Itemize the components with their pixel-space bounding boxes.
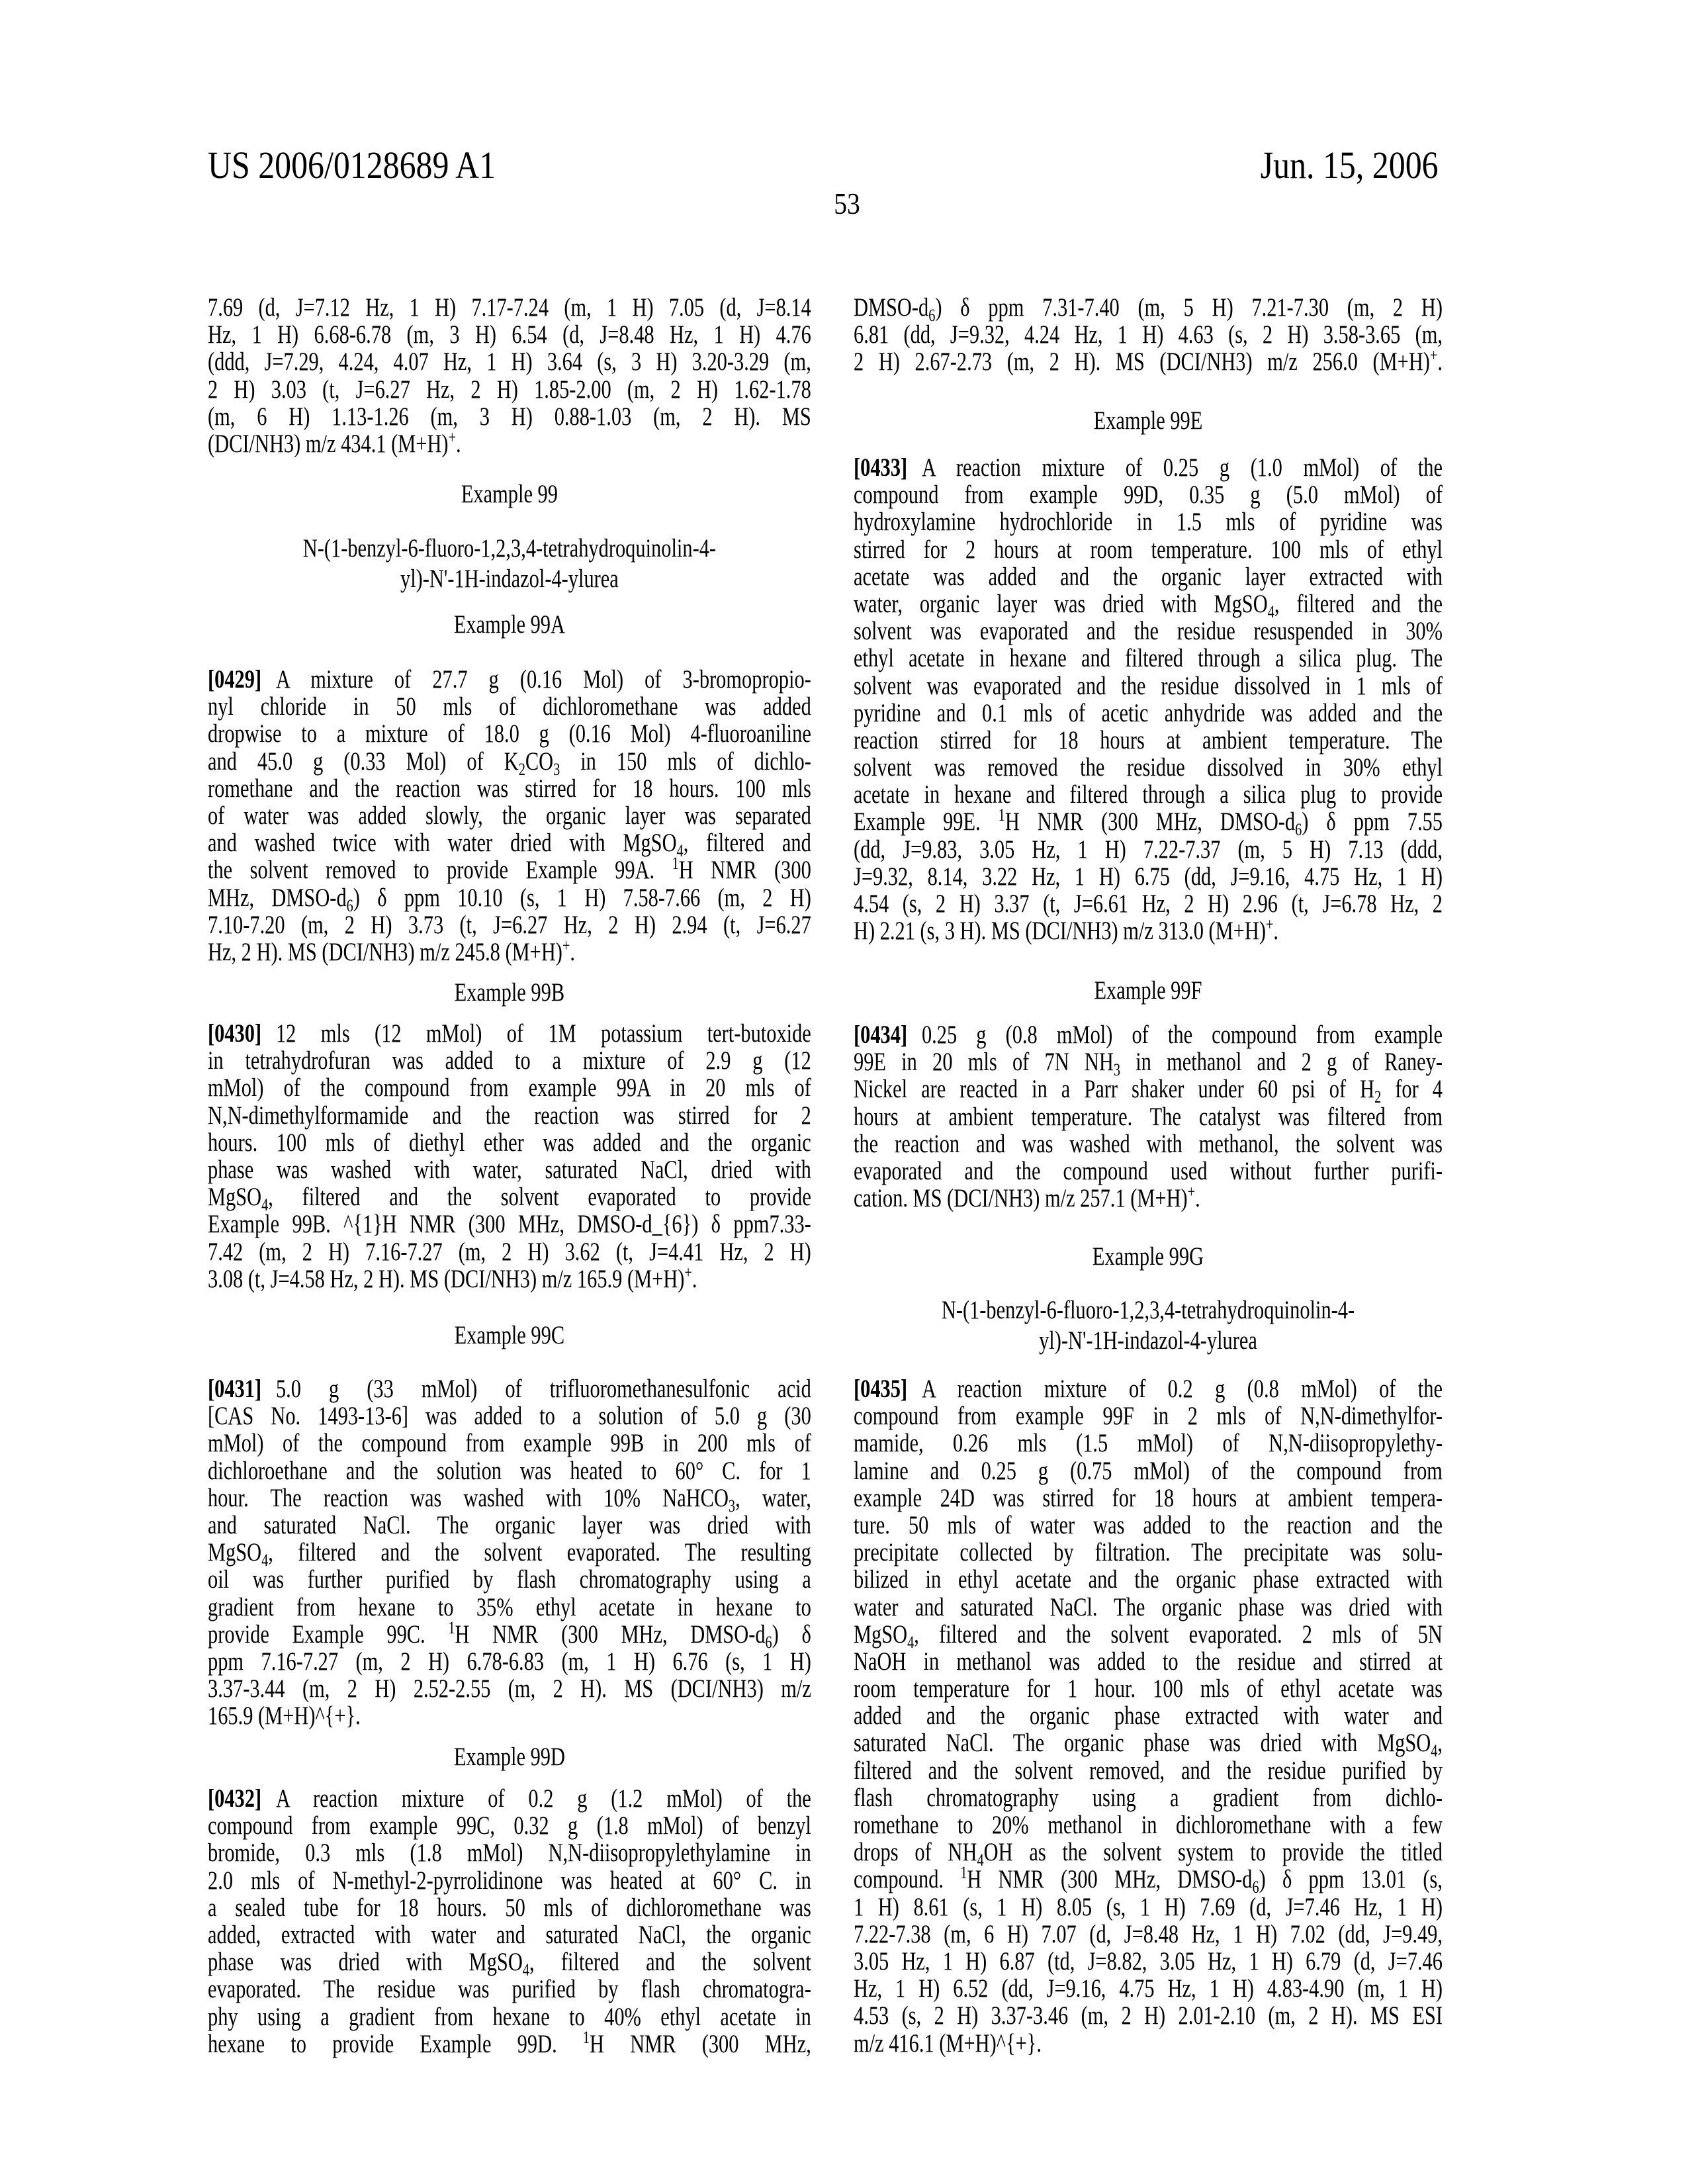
line-text: pyridine and 0.1 mls of acetic anhydride was added and the — [854, 699, 1443, 727]
line-text: bromide, 0.3 mls (1.8 mMol) N,N-diisopropylethylamine in — [208, 1839, 811, 1867]
line-text: Example 99B — [455, 978, 564, 1007]
paragraph-continuation-right — [854, 294, 1443, 376]
line-text: Example 99C — [455, 1321, 564, 1349]
text-line — [208, 321, 811, 348]
paragraph-0434 — [854, 1021, 1443, 1212]
paragraph-number: [0433] — [854, 453, 907, 482]
text-line — [208, 1047, 811, 1074]
line-text: 7.42 (m, 2 H) 7.16-7.27 (m, 2 H) 3.62 (t, J=4.41 Hz, 2 H) — [208, 1238, 811, 1266]
text-line — [208, 1948, 811, 1976]
line-text: water, organic layer was dried with MgSO4, filtered and the — [854, 590, 1443, 618]
line-text: A reaction mixture of 0.2 g (0.8 mMol) of the — [922, 1375, 1443, 1403]
text-line — [208, 884, 811, 911]
patent-number: US 2006/0128689 A1 — [208, 144, 496, 187]
line-text: 3.37-3.44 (m, 2 H) 2.52-2.55 (m, 2 H). MS (DCI/NH3) m/z — [208, 1674, 811, 1703]
line-text: (DCI/NH3) m/z 434.1 (M+H)+. — [208, 430, 461, 458]
text-line — [208, 856, 811, 884]
line-text: romethane and the reaction was stirred for 18 hours. 100 mls — [208, 774, 811, 803]
text-line — [208, 1322, 811, 1349]
line-text: [CAS No. 1493-13-6] was added to a solution of 5.0 g (30 — [208, 1402, 811, 1430]
text-line — [208, 403, 811, 430]
text-line — [854, 890, 1443, 917]
line-text: 2 H) 3.03 (t, J=6.27 Hz, 2 H) 1.85-2.00 (m, 2 H) 1.62-1.78 — [208, 375, 811, 404]
line-text: 7.10-7.20 (m, 2 H) 3.73 (t, J=6.27 Hz, 2 H) 2.94 (t, J=6.27 — [208, 911, 811, 939]
text-line — [208, 748, 811, 775]
line-text: cation. MS (DCI/NH3) m/z 257.1 (M+H)+. — [854, 1184, 1200, 1212]
text-line — [208, 1675, 811, 1702]
line-text: Example 99A — [454, 610, 565, 639]
text-line — [854, 917, 1443, 944]
text-line — [854, 2002, 1443, 2029]
text-line — [208, 775, 811, 802]
line-text: water and saturated NaCl. The organic phase was dried with — [854, 1593, 1443, 1621]
text-line — [854, 407, 1443, 434]
text-line — [854, 1948, 1443, 1975]
text-line — [208, 294, 811, 321]
line-text: of water was added slowly, the organic layer was separated — [208, 801, 811, 830]
text-line — [208, 1812, 811, 1839]
line-text: bilized in ethyl acetate and the organic phase extracted with — [854, 1565, 1443, 1594]
text-line — [854, 1893, 1443, 1921]
text-line — [208, 1402, 811, 1430]
text-line — [208, 1210, 811, 1238]
text-line — [854, 536, 1443, 563]
line-text: saturated NaCl. The organic phase was dried with MgSO4, — [854, 1729, 1443, 1757]
example-heading-99g — [854, 1243, 1443, 1270]
line-text: yl)-N'-1H-indazol-4-ylurea — [1039, 1326, 1257, 1355]
text-line — [208, 1183, 811, 1210]
line-text: 7.22-7.38 (m, 6 H) 7.07 (d, J=8.48 Hz, 1 H) 7.02 (dd, J=9.49, — [854, 1920, 1443, 1948]
text-line — [208, 2003, 811, 2030]
text-line — [208, 1594, 811, 1621]
text-line — [854, 1621, 1443, 1648]
text-line — [854, 781, 1443, 808]
text-line — [854, 617, 1443, 645]
text-line — [208, 938, 811, 966]
paragraph-number: [0431] — [208, 1375, 261, 1403]
line-text: stirred for 2 hours at room temperature. 100 mls of ethyl — [854, 535, 1443, 564]
text-line — [208, 1375, 811, 1402]
line-text: N-(1-benzyl-6-fluoro-1,2,3,4-tetrahydroquinolin-4- — [942, 1296, 1355, 1324]
line-text: 2 H) 2.67-2.73 (m, 2 H). MS (DCI/NH3) m/z 256.0 (M+H)+. — [854, 347, 1443, 376]
line-text: and saturated NaCl. The organic layer was dried with — [208, 1511, 811, 1539]
text-line — [854, 1021, 1443, 1048]
line-text: 2.0 mls of N-methyl-2-pyrrolidinone was heated at 60° C. in — [208, 1866, 811, 1895]
text-line — [208, 1238, 811, 1265]
text-line — [854, 1539, 1443, 1566]
text-line — [854, 454, 1443, 481]
line-text: evaporated. The residue was purified by flash chromatogra- — [208, 1975, 811, 2003]
line-text: solvent was evaporated and the residue dissolved in 1 mls of — [854, 672, 1443, 700]
example-heading-99c — [208, 1322, 811, 1349]
line-text: filtered and the solvent removed, and the residue purified by — [854, 1756, 1443, 1785]
text-line — [854, 1430, 1443, 1457]
text-line — [208, 1484, 811, 1512]
text-line — [208, 979, 811, 1006]
text-line — [208, 480, 811, 508]
line-text: dropwise to a mixture of 18.0 g (0.16 Mol) 4-fluoroaniline — [208, 719, 811, 748]
line-text: room temperature for 1 hour. 100 mls of ethyl acetate was — [854, 1674, 1443, 1703]
line-text: MHz, DMSO-d6) δ ppm 10.10 (s, 1 H) 7.58-7.66 (m, 2 H) — [208, 884, 811, 912]
line-text: 4.53 (s, 2 H) 3.37-3.46 (m, 2 H) 2.01-2.10 (m, 2 H). MS ESI — [854, 2001, 1443, 2030]
line-text: solvent was evaporated and the residue resuspended in 30% — [854, 617, 1443, 645]
line-text: in tetrahydrofuran was added to a mixture of 2.9 g (12 — [208, 1046, 811, 1075]
line-text: drops of NH4OH as the solvent system to provide the titled — [854, 1838, 1443, 1866]
line-text: MgSO4, filtered and the solvent evaporated to provide — [208, 1183, 811, 1211]
line-text: phy using a gradient from hexane to 40% ethyl acetate in — [208, 2003, 811, 2031]
text-line — [208, 1785, 811, 1812]
text-line — [854, 645, 1443, 672]
text-line — [854, 754, 1443, 781]
paragraph-0435 — [854, 1375, 1443, 2057]
text-line — [208, 1512, 811, 1539]
text-line — [854, 294, 1443, 321]
line-text: nyl chloride in 50 mls of dichloromethane was added — [208, 692, 811, 721]
text-line — [854, 1921, 1443, 1948]
text-line — [208, 1430, 811, 1457]
line-text: 3.08 (t, J=4.58 Hz, 2 H). MS (DCI/NH3) m/z 165.9 (M+H)+. — [208, 1265, 697, 1293]
line-text: A mixture of 27.7 g (0.16 Mol) of 3-bromopropio- — [276, 665, 811, 694]
line-text: MgSO4, filtered and the solvent evaporated. The resulting — [208, 1538, 811, 1567]
text-line — [854, 1185, 1443, 1212]
line-text: 0.25 g (0.8 mMol) of the compound from example — [922, 1021, 1443, 1049]
line-text: compound from example 99C, 0.32 g (1.8 mMol) of benzyl — [208, 1811, 811, 1840]
text-line — [854, 1648, 1443, 1675]
text-line — [854, 1375, 1443, 1402]
text-line — [854, 1243, 1443, 1270]
text-line — [854, 563, 1443, 590]
text-line — [854, 1158, 1443, 1185]
paragraph-number: [0434] — [854, 1021, 907, 1049]
example-title-99 — [208, 533, 811, 594]
line-text: compound. 1H NMR (300 MHz, DMSO-d6) δ ppm 13.01 (s, — [854, 1865, 1443, 1893]
text-line — [854, 1457, 1443, 1484]
paragraph-number: [0429] — [208, 665, 261, 694]
line-text: N-(1-benzyl-6-fluoro-1,2,3,4-tetrahydroquinolin-4- — [303, 534, 716, 563]
text-line — [208, 533, 811, 564]
example-heading-99f — [854, 977, 1443, 1004]
text-line — [208, 1648, 811, 1675]
line-text: Hz, 1 H) 6.68-6.78 (m, 3 H) 6.54 (d, J=8.48 Hz, 1 H) 4.76 — [208, 320, 811, 349]
text-line — [208, 564, 811, 594]
text-line — [208, 1621, 811, 1648]
line-text: and washed twice with water dried with MgSO4, filtered and — [208, 829, 811, 857]
line-text: hours. 100 mls of diethyl ether was added and the organic — [208, 1128, 811, 1157]
line-text: Nickel are reacted in a Parr shaker under 60 psi of H2 for 4 — [854, 1075, 1443, 1103]
line-text: Example 99 — [461, 480, 558, 508]
line-text: Example 99E. 1H NMR (300 MHz, DMSO-d6) δ ppm 7.55 — [854, 807, 1443, 836]
line-text: added, extracted with water and saturated NaCl, the organic — [208, 1921, 811, 1949]
line-text: m/z 416.1 (M+H)^{+}. — [854, 2029, 1042, 2058]
line-text: oil was further purified by flash chromatography using a — [208, 1565, 811, 1594]
line-text: the solvent removed to provide Example 99A. 1H NMR (300 — [208, 856, 811, 884]
text-line — [854, 481, 1443, 508]
line-text: 12 mls (12 mMol) of 1M potassium tert-butoxide — [276, 1019, 811, 1048]
text-line — [208, 1976, 811, 2003]
text-line — [854, 1866, 1443, 1893]
line-text: acetate in hexane and filtered through a silica plug to provide — [854, 780, 1443, 809]
example-title-99g — [854, 1295, 1443, 1356]
line-text: ture. 50 mls of water was added to the reaction and the — [854, 1511, 1443, 1539]
example-heading-99 — [208, 480, 811, 508]
paragraph-number: [0430] — [208, 1019, 261, 1048]
text-line — [854, 836, 1443, 863]
line-text: 7.69 (d, J=7.12 Hz, 1 H) 7.17-7.24 (m, 1 H) 7.05 (d, J=8.14 — [208, 293, 811, 322]
line-text: DMSO-d6) δ ppm 7.31-7.40 (m, 5 H) 7.21-7.30 (m, 2 H) — [854, 293, 1443, 322]
line-text: mMol) of the compound from example 99A in 20 mls of — [208, 1073, 811, 1102]
example-heading-99b — [208, 979, 811, 1006]
text-line — [854, 1048, 1443, 1075]
paragraph-0433 — [854, 454, 1443, 944]
paragraph-0429 — [208, 666, 811, 966]
paragraph-0430 — [208, 1020, 811, 1293]
text-line — [854, 863, 1443, 890]
text-line — [854, 1130, 1443, 1158]
text-line — [854, 1402, 1443, 1430]
text-line — [208, 1921, 811, 1948]
line-text: mamide, 0.26 mls (1.5 mMol) of N,N-diisopropylethy- — [854, 1429, 1443, 1457]
paragraph-continuation — [208, 294, 811, 457]
text-line — [208, 802, 811, 829]
text-line — [854, 1975, 1443, 2002]
text-line — [854, 348, 1443, 375]
line-text: and 45.0 g (0.33 Mol) of K2CO3 in 150 mls of dichlo- — [208, 747, 811, 776]
line-text: Hz, 1 H) 6.52 (dd, J=9.16, 4.75 Hz, 1 H) 4.83-4.90 (m, 1 H) — [854, 1974, 1443, 2003]
line-text: A reaction mixture of 0.2 g (1.2 mMol) of the — [276, 1784, 811, 1813]
line-text: compound from example 99F in 2 mls of N,N-dimethylfor- — [854, 1402, 1443, 1430]
text-line — [854, 1326, 1443, 1356]
text-line — [208, 1566, 811, 1593]
text-line — [854, 1295, 1443, 1326]
line-text: 4.54 (s, 2 H) 3.37 (t, J=6.61 Hz, 2 H) 2.96 (t, J=6.78 Hz, 2 — [854, 889, 1443, 918]
text-line — [208, 2030, 811, 2058]
text-line — [208, 1265, 811, 1293]
line-text: hexane to provide Example 99D. 1H NMR (300 MHz, — [208, 2030, 811, 2058]
line-text: example 24D was stirred for 18 hours at ambient tempera- — [854, 1484, 1443, 1512]
paragraph-number: [0435] — [854, 1375, 907, 1403]
text-line — [854, 1594, 1443, 1621]
line-text: A reaction mixture of 0.25 g (1.0 mMol) of the — [922, 453, 1443, 482]
line-text: solvent was removed the residue dissolved in 30% ethyl — [854, 753, 1443, 782]
text-line — [854, 1103, 1443, 1130]
line-text: 165.9 (M+H)^{+}. — [208, 1702, 361, 1730]
text-line — [854, 672, 1443, 700]
text-line — [854, 508, 1443, 535]
text-line — [208, 348, 811, 375]
line-text: MgSO4, filtered and the solvent evaporated. 2 mls of 5N — [854, 1620, 1443, 1649]
text-line — [854, 1702, 1443, 1729]
example-heading-99a — [208, 611, 811, 638]
line-text: Example 99F — [1094, 976, 1202, 1005]
line-text: provide Example 99C. 1H NMR (300 MHz, DMSO-d6) δ — [208, 1620, 811, 1649]
text-line — [208, 1457, 811, 1484]
text-line — [854, 590, 1443, 617]
line-text: ethyl acetate in hexane and filtered through a silica plug. The — [854, 644, 1443, 672]
text-line — [208, 376, 811, 403]
line-text: lamine and 0.25 g (0.75 mMol) of the compound from — [854, 1457, 1443, 1485]
example-heading-99d — [208, 1743, 811, 1770]
line-text: NaOH in methanol was added to the residue and stirred at — [854, 1647, 1443, 1676]
text-line — [208, 911, 811, 938]
line-text: (ddd, J=7.29, 4.24, 4.07 Hz, 1 H) 3.64 (s, 3 H) 3.20-3.29 (m, — [208, 347, 811, 376]
text-line — [854, 1075, 1443, 1103]
text-line — [854, 1784, 1443, 1811]
line-text: flash chromatography using a gradient from dichlo- — [854, 1784, 1443, 1812]
text-line — [208, 829, 811, 856]
text-line — [208, 1102, 811, 1129]
line-text: phase was washed with water, saturated NaCl, dried with — [208, 1156, 811, 1184]
text-line — [208, 720, 811, 747]
text-line — [854, 1512, 1443, 1539]
line-text: 3.05 Hz, 1 H) 6.87 (td, J=8.82, 3.05 Hz, 1 H) 6.79 (d, J=7.46 — [854, 1947, 1443, 1976]
text-line — [854, 1675, 1443, 1702]
line-text: H) 2.21 (s, 3 H). MS (DCI/NH3) m/z 313.0 (M+H)+. — [854, 917, 1278, 945]
line-text: J=9.32, 8.14, 3.22 Hz, 1 H) 6.75 (dd, J=9.16, 4.75 Hz, 1 H) — [854, 862, 1443, 891]
line-text: acetate was added and the organic layer extracted with — [854, 563, 1443, 591]
line-text: added and the organic phase extracted with water and — [854, 1702, 1443, 1730]
text-line — [854, 1566, 1443, 1593]
line-text: ppm 7.16-7.27 (m, 2 H) 6.78-6.83 (m, 1 H) 6.76 (s, 1 H) — [208, 1647, 811, 1676]
text-line — [208, 1867, 811, 1894]
line-text: hours at ambient temperature. The catalyst was filtered from — [854, 1103, 1443, 1131]
text-line — [854, 1811, 1443, 1839]
line-text: the reaction and was washed with methanol, the solvent was — [854, 1130, 1443, 1158]
text-line — [854, 727, 1443, 754]
paragraph-0431 — [208, 1375, 811, 1729]
line-text: evaporated and the compound used without further purifi- — [854, 1157, 1443, 1185]
line-text: yl)-N'-1H-indazol-4-ylurea — [400, 565, 619, 593]
line-text: (dd, J=9.83, 3.05 Hz, 1 H) 7.22-7.37 (m, 5 H) 7.13 (ddd, — [854, 835, 1443, 864]
text-line — [208, 1743, 811, 1770]
line-text: 99E in 20 mls of 7N NH3 in methanol and 2 g of Raney- — [854, 1048, 1443, 1076]
text-line — [854, 2030, 1443, 2057]
line-text: a sealed tube for 18 hours. 50 mls of dichloromethane was — [208, 1893, 811, 1922]
publication-date: Jun. 15, 2006 — [1261, 144, 1439, 187]
text-line — [854, 700, 1443, 727]
text-line — [854, 1729, 1443, 1756]
text-line — [208, 1156, 811, 1183]
line-text: romethane to 20% methanol in dichloromethane with a few — [854, 1811, 1443, 1839]
example-heading-99e — [854, 407, 1443, 434]
line-text: Example 99E — [1094, 406, 1203, 435]
text-line — [854, 321, 1443, 348]
line-text: 6.81 (dd, J=9.32, 4.24 Hz, 1 H) 4.63 (s, 2 H) 3.58-3.65 (m, — [854, 320, 1443, 349]
line-text: (m, 6 H) 1.13-1.26 (m, 3 H) 0.88-1.03 (m, 2 H). MS — [208, 402, 811, 431]
text-line — [208, 611, 811, 638]
text-line — [208, 430, 811, 457]
line-text: N,N-dimethylformamide and the reaction was stirred for 2 — [208, 1101, 811, 1130]
line-text: Example 99B. ^{1}H NMR (300 MHz, DMSO-d_{6}) δ ppm7.33- — [208, 1210, 811, 1238]
text-line — [208, 1129, 811, 1156]
line-text: phase was dried with MgSO4, filtered and the solvent — [208, 1948, 811, 1976]
paragraph-0432 — [208, 1785, 811, 2058]
text-line — [854, 1839, 1443, 1866]
line-text: reaction stirred for 18 hours at ambient temperature. The — [854, 726, 1443, 754]
line-text: gradient from hexane to 35% ethyl acetate in hexane to — [208, 1593, 811, 1621]
line-text: Example 99D — [454, 1743, 565, 1771]
text-line — [208, 1894, 811, 1921]
text-line — [208, 1839, 811, 1866]
line-text: hour. The reaction was washed with 10% NaHCO3, water, — [208, 1484, 811, 1512]
page-number: 53 — [819, 185, 875, 222]
text-line — [208, 1702, 811, 1729]
text-line — [854, 1484, 1443, 1512]
text-line — [854, 1757, 1443, 1784]
text-line — [854, 977, 1443, 1004]
text-line — [208, 1539, 811, 1566]
text-line — [854, 808, 1443, 835]
line-text: hydroxylamine hydrochloride in 1.5 mls of pyridine was — [854, 508, 1443, 536]
line-text: compound from example 99D, 0.35 g (5.0 mMol) of — [854, 480, 1443, 509]
text-line — [208, 1020, 811, 1047]
text-line — [208, 693, 811, 720]
line-text: mMol) of the compound from example 99B in 200 mls of — [208, 1429, 811, 1457]
paragraph-number: [0432] — [208, 1784, 261, 1813]
text-line — [208, 666, 811, 693]
line-text: Example 99G — [1092, 1242, 1204, 1271]
line-text: 5.0 g (33 mMol) of trifluoromethanesulfonic acid — [276, 1375, 811, 1403]
line-text: Hz, 2 H). MS (DCI/NH3) m/z 245.8 (M+H)+. — [208, 938, 575, 966]
line-text: precipitate collected by filtration. The precipitate was solu- — [854, 1538, 1443, 1567]
line-text: 1 H) 8.61 (s, 1 H) 8.05 (s, 1 H) 7.69 (d, J=7.46 Hz, 1 H) — [854, 1893, 1443, 1921]
text-line — [208, 1074, 811, 1101]
line-text: dichloroethane and the solution was heated to 60° C. for 1 — [208, 1457, 811, 1485]
